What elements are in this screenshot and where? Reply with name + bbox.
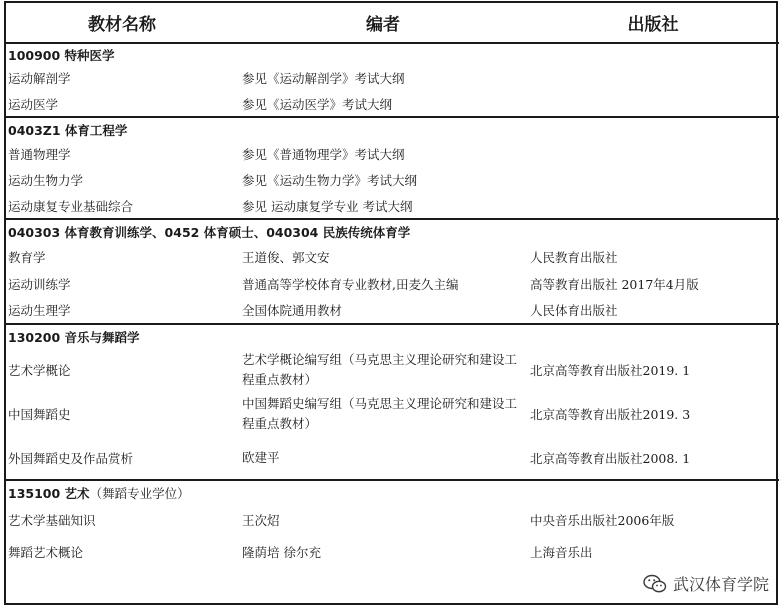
watermark <box>643 572 769 595</box>
textbook-name-cell: 运动生物力学 <box>8 173 84 188</box>
wechat-icon <box>643 574 667 594</box>
table-body <box>5 43 779 568</box>
section-code: 040303 <box>8 224 61 240</box>
table-row <box>5 243 779 270</box>
textbook-name-cell: 运动康复专业基础综合 <box>8 198 134 214</box>
header-row <box>5 2 779 43</box>
section-header <box>5 43 779 65</box>
header-editor: 编者 <box>366 14 400 35</box>
table-row <box>5 392 779 436</box>
editor-cell: 参见《运动生物力学》考试大纲 <box>242 173 418 188</box>
section-code: 0403Z1 <box>8 122 61 138</box>
textbook-table <box>5 2 779 568</box>
editor-cell: 王道俊、郭文安 <box>242 249 330 265</box>
editor-cell: 欧建平 <box>242 449 280 465</box>
publisher-cell <box>527 65 779 91</box>
publisher-cell: 人民体育出版社 <box>530 303 618 318</box>
textbook-name-cell: 艺术学概论 <box>8 363 71 378</box>
section-header-row <box>5 324 779 348</box>
editor-cell: 隆荫培 徐尔充 <box>242 545 321 560</box>
editor-cell: 普通高等学校体育专业教材,田麦久主编 <box>242 276 459 292</box>
section-header <box>5 480 779 504</box>
publisher-cell <box>527 141 779 167</box>
section-note: （舞蹈专业学位） <box>89 485 190 501</box>
textbook-name-cell: 外国舞蹈史及作品赏析 <box>8 450 134 466</box>
watermark-text: 武汉体育学院 <box>672 575 769 594</box>
editor-cell: 艺术学概论编写组（马克思主义理论研究和建设工程重点教材） <box>242 352 518 387</box>
textbook-name-cell: 艺术学基础知识 <box>8 513 96 528</box>
section-code: 135100 <box>8 485 61 501</box>
publisher-cell: 人民教育出版社 <box>530 249 618 265</box>
section-code: 130200 <box>8 329 61 345</box>
textbook-name-cell: 中国舞蹈史 <box>8 407 71 422</box>
section-header-row <box>5 219 779 243</box>
publisher-cell: 北京高等教育出版社2008. 1 <box>530 450 691 466</box>
section-header-row <box>5 117 779 141</box>
section-header-row <box>5 43 779 65</box>
section-header <box>5 117 779 141</box>
publisher-cell <box>527 193 779 219</box>
textbook-name-cell: 舞蹈艺术概论 <box>8 545 84 560</box>
section-title: 体育教育训练学、0452 体育硕士、040304 民族传统体育学 <box>64 224 411 240</box>
editor-cell: 参见《普通物理学》考试大纲 <box>242 147 405 162</box>
section-title: 音乐与舞蹈学 <box>64 329 140 345</box>
table-row <box>5 297 779 324</box>
editor-cell: 全国体院通用教材 <box>242 303 343 318</box>
section-title: 体育工程学 <box>64 122 128 138</box>
publisher-cell: 高等教育出版社 2017年4月版 <box>530 276 699 292</box>
publisher-cell: 北京高等教育出版社2019. 1 <box>530 363 691 378</box>
publisher-cell: 北京高等教育出版社2019. 3 <box>530 407 691 422</box>
section-title: 特种医学 <box>64 47 115 63</box>
publisher-cell: 中央音乐出版社2006年版 <box>530 513 675 528</box>
textbook-name-cell: 运动生理学 <box>8 303 71 318</box>
table-row <box>5 348 779 392</box>
textbook-name-cell: 运动训练学 <box>8 276 71 292</box>
textbook-name-cell: 运动解剖学 <box>8 71 71 86</box>
header-publisher: 出版社 <box>627 14 679 35</box>
table-row <box>5 65 779 91</box>
table-row <box>5 167 779 193</box>
editor-cell: 参见《运动医学》考试大纲 <box>242 96 393 112</box>
table-row <box>5 91 779 117</box>
table-row <box>5 270 779 297</box>
table-row <box>5 193 779 219</box>
table-row <box>5 141 779 167</box>
publisher-cell <box>527 167 779 193</box>
textbook-name-cell: 教育学 <box>8 249 46 265</box>
textbook-name-cell: 普通物理学 <box>8 147 71 162</box>
editor-cell: 王次炤 <box>242 513 280 528</box>
section-header-row <box>5 480 779 504</box>
editor-cell: 中国舞蹈史编写组（马克思主义理论研究和建设工程重点教材） <box>242 396 518 431</box>
section-header <box>5 219 779 243</box>
textbook-name-cell: 运动医学 <box>8 96 59 112</box>
section-code: 100900 <box>8 47 61 63</box>
section-title: 艺术 <box>64 485 90 501</box>
publisher-cell <box>527 91 779 117</box>
header-textbook-name: 教材名称 <box>88 14 156 35</box>
table-row <box>5 436 779 480</box>
publisher-cell: 上海音乐出 <box>530 545 593 560</box>
section-header <box>5 324 779 348</box>
table-row <box>5 536 779 568</box>
editor-cell: 参见 运动康复学专业 考试大纲 <box>242 198 413 214</box>
table-row <box>5 504 779 536</box>
editor-cell: 参见《运动解剖学》考试大纲 <box>242 71 405 86</box>
